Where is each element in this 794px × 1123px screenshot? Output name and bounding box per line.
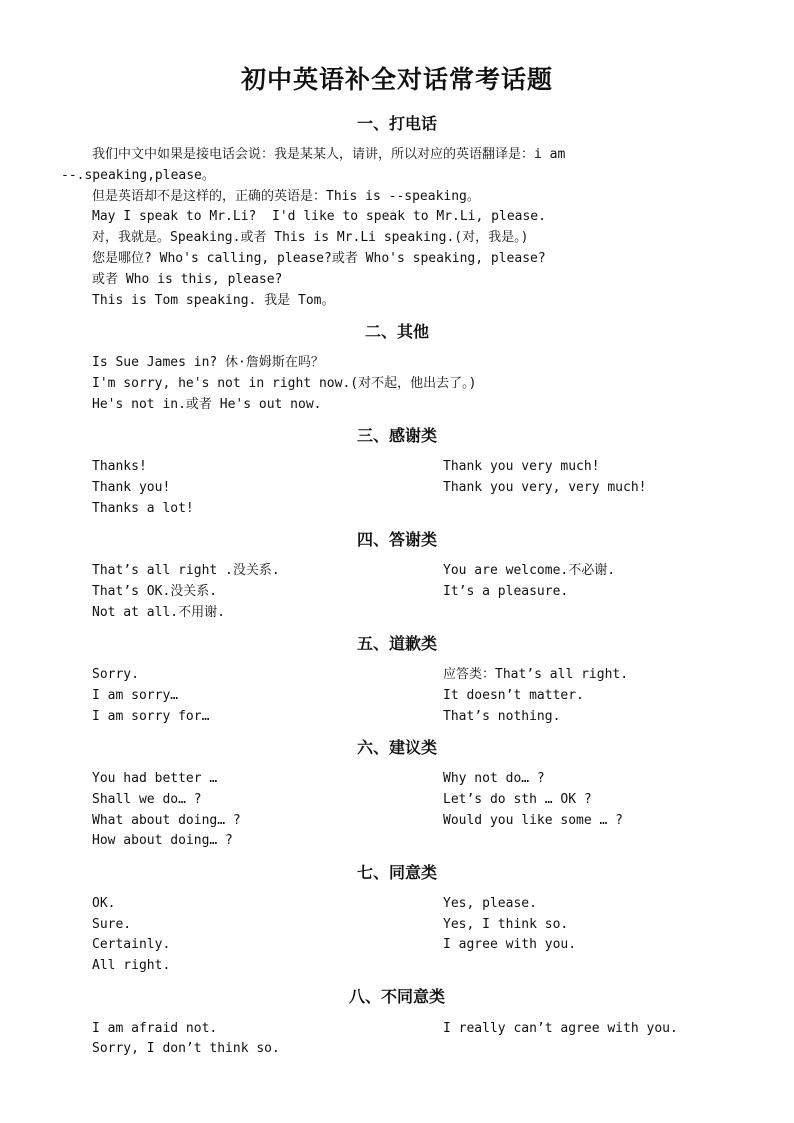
paragraph-line: May I speak to Mr.Li? I'd like to speak to Mr.Li, please. — [92, 209, 546, 224]
phrase-item: Thank you! — [92, 480, 171, 495]
phrase-item: What about doing… ? — [92, 813, 241, 828]
phrase-item: Sorry. — [92, 667, 139, 682]
section-heading-apology: 五、道歉类 — [356, 634, 437, 653]
phrase-item: You had better … — [92, 771, 218, 786]
section-heading-reply-thanks: 四、答谢类 — [356, 530, 437, 549]
phrase-item: Sorry, I don’t think so. — [92, 1041, 280, 1056]
section-heading-thanks: 三、感谢类 — [356, 426, 437, 445]
phrase-item: Certainly. — [92, 937, 171, 952]
phrase-item: Thank you very, very much! — [443, 480, 647, 495]
phrase-item: That’s OK.没关系. — [92, 584, 218, 599]
phrase-item: It doesn’t matter. — [443, 688, 584, 703]
section-heading-suggestion: 六、建议类 — [356, 738, 437, 757]
phrase-item: Thanks! — [92, 459, 147, 474]
page-title: 初中英语补全对话常考话题 — [240, 65, 553, 94]
section-heading-agree: 七、同意类 — [356, 863, 437, 882]
phrase-item: Not at all.不用谢. — [92, 605, 225, 620]
phrase-item: Yes, please. — [443, 896, 537, 911]
paragraph-line: Is Sue James in? 休·詹姆斯在吗？ — [92, 355, 324, 370]
phrase-item: Shall we do… ? — [92, 792, 202, 807]
phrase-item: I am afraid not. — [92, 1021, 218, 1036]
paragraph-line: He's not in.或者 He's out now. — [92, 397, 322, 412]
phrase-item: Sure. — [92, 917, 132, 932]
section-heading-disagree: 八、不同意类 — [348, 987, 445, 1006]
phrase-item: I am sorry… — [92, 688, 179, 703]
section-heading-phone: 一、打电话 — [356, 114, 437, 133]
phrase-item: 应答类：That’s all right. — [443, 667, 629, 682]
phrase-item: You are welcome.不必谢. — [443, 563, 616, 578]
phrase-item: That’s nothing. — [443, 709, 561, 724]
phrase-item: I am sorry for… — [92, 709, 210, 724]
phrase-item: I agree with you. — [443, 937, 577, 952]
phrase-item: Let’s do sth … OK ? — [443, 792, 592, 807]
phrase-item: It’s a pleasure. — [443, 584, 569, 599]
phrase-item: Thank you very much! — [443, 459, 600, 474]
phrase-item: OK. — [92, 896, 116, 911]
phrase-item: Yes, I think so. — [443, 917, 569, 932]
paragraph-line: 我们中文中如果是接电话会说：我是某某人，请讲，所以对应的英语翻译是：i am — [92, 147, 566, 162]
paragraph-line: I'm sorry, he's not in right now.(对不起，他出去了。) — [92, 376, 477, 391]
paragraph-line: 但是英语却不是这样的，正确的英语是：This is --speaking。 — [92, 189, 480, 204]
phrase-item: How about doing… ? — [92, 833, 233, 848]
phrase-item: Would you like some … ? — [443, 813, 624, 828]
paragraph-line: 您是哪位? Who's calling, please?或者 Who's speaking, please? — [92, 251, 546, 266]
phrase-item: All right. — [92, 958, 171, 973]
phrase-item: That’s all right .没关系. — [92, 563, 280, 578]
paragraph-line: This is Tom speaking. 我是 Tom。 — [92, 293, 335, 308]
paragraph-line: --.speaking,please。 — [61, 168, 215, 183]
phrase-item: I really can’t agree with you. — [443, 1021, 678, 1036]
phrase-item: Why not do… ? — [443, 771, 545, 786]
section-heading-other: 二、其他 — [364, 322, 429, 341]
phrase-item: Thanks a lot! — [92, 501, 194, 516]
paragraph-line: 对，我就是。Speaking.或者 This is Mr.Li speaking.(对，我是。) — [92, 230, 529, 245]
paragraph-line: 或者 Who is this, please? — [92, 272, 283, 287]
